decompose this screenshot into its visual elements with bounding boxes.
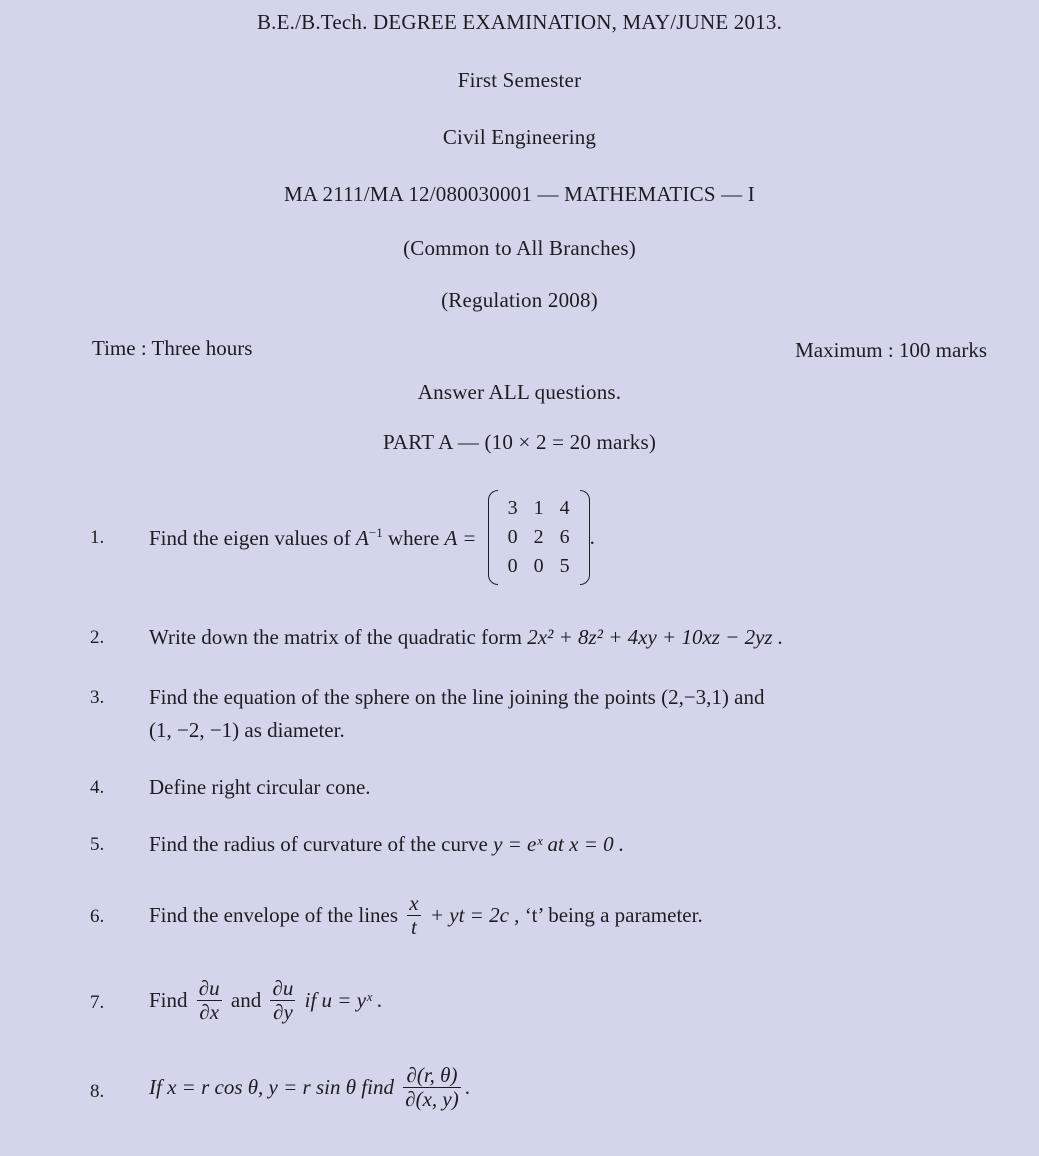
branch: Civil Engineering [442,125,597,149]
maximum-marks: Maximum : 100 marks [795,338,987,362]
question-number: 1. [90,527,105,548]
q1-end: . [589,525,595,549]
question-number: 6. [90,906,105,927]
question-number: 2. [90,627,105,648]
q1-where: where [387,525,440,550]
q7-tail: if u = yˣ . [304,988,383,1013]
question-3-line-2: (1, −2, −1) as diameter. [149,718,345,742]
q6-text: Find the envelope of the lines [149,903,399,928]
question-2 [149,625,783,650]
exam-title: B.E./B.Tech. DEGREE EXAMINATION, MAY/JUNE 2013. [256,10,783,34]
question-number: 8. [90,1081,105,1102]
time-allowed: Time : Three hours [92,336,253,360]
q1-lhs: A = [444,525,477,550]
matrix-cell: 2 [533,526,544,548]
course-title: MA 2111/MA 12/080030001 — MATHEMATICS — I [283,182,755,206]
frac-numerator: ∂(r, θ) [403,1064,461,1088]
q5-expr: y = eˣ at x = 0 . [493,832,625,856]
q8-end: . [464,1075,470,1100]
q8-text: If x = r cos θ, y = r sin θ find [149,1075,394,1100]
q6-tail: ‘t’ being a parameter. [524,903,703,928]
frac-denominator: ∂(x, y) [405,1087,459,1112]
question-number: 5. [90,834,105,855]
question-4: Define right circular cone. [149,775,371,799]
q1-text: Find the eigen values of [149,525,351,550]
q5-text: Find the radius of curvature of the curve [149,832,488,856]
matrix-cell: 6 [559,526,570,548]
matrix-cell: 4 [559,497,570,519]
matrix-cell: 5 [559,555,570,577]
regulation: (Regulation 2008) [441,288,598,312]
part-heading: PART A — (10 × 2 = 20 marks) [382,430,657,454]
matrix-cell: 0 [507,526,518,548]
q6-expr: + yt = 2c , [429,903,520,928]
q1-exp: −1 [368,524,383,540]
question-7 [149,977,382,1024]
q6-fraction [407,892,420,939]
frac-numerator: ∂u [272,976,294,1000]
semester: First Semester [457,68,582,92]
question-6 [149,892,703,939]
q7-fraction-y [270,977,295,1024]
matrix-cell: 0 [507,555,518,577]
common-note: (Common to All Branches) [403,236,636,260]
q8-jacobian [403,1064,461,1111]
question-1 [149,490,595,585]
frac-denominator: ∂x [199,1000,220,1025]
q7-fraction-x [197,977,222,1024]
q1-var: A [356,525,369,550]
matrix-a [488,490,590,585]
question-5 [149,832,624,857]
frac-numerator: x [409,891,419,915]
frac-denominator: ∂y [273,1000,293,1025]
question-8 [149,1064,470,1111]
question-number: 4. [90,777,105,798]
q7-find: Find [149,988,188,1013]
q2-expr: 2x² + 8z² + 4xy + 10xz − 2yz . [527,625,784,649]
matrix-cell: 3 [507,497,518,519]
frac-denominator: t [411,915,417,940]
q2-text: Write down the matrix of the quadratic form [149,625,522,649]
question-3-line-1: Find the equation of the sphere on the line joining the points (2,−3,1) and [149,685,765,709]
q7-and: and [230,988,262,1013]
question-number: 7. [90,992,105,1013]
question-number: 3. [90,687,105,708]
instruction: Answer ALL questions. [417,380,622,404]
frac-numerator: ∂u [198,976,220,1000]
matrix-cell: 0 [533,555,544,577]
matrix-cell: 1 [533,497,544,519]
